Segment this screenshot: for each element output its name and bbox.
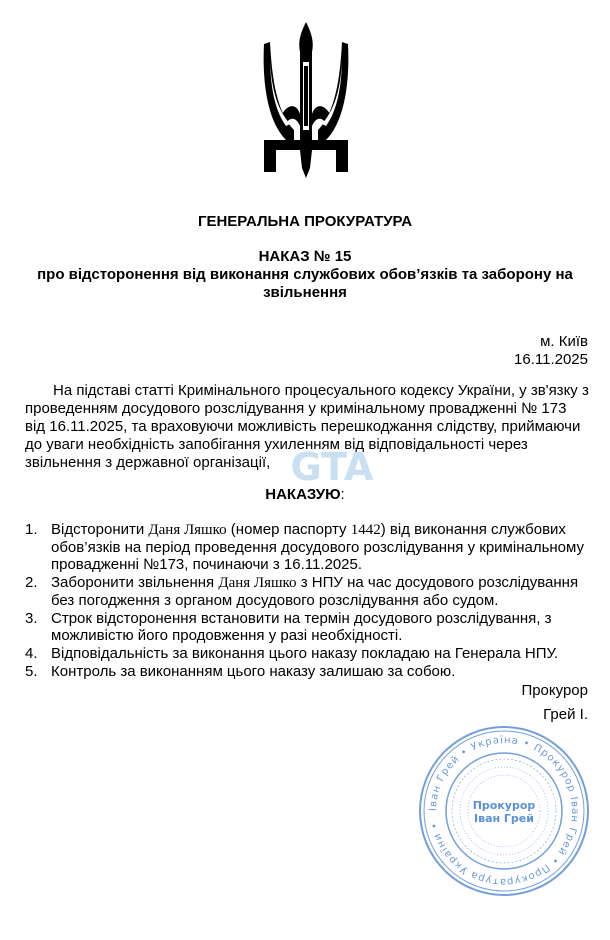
item-number: 5. [25,663,38,680]
item-number: 4. [25,645,38,662]
list-item [25,574,595,609]
coat-of-arms-trident-icon [255,22,357,182]
date: 16.11.2025 [514,351,588,368]
item-text-rest: ) від виконання службових обов’язків на період проведення досудового розслідування у кримінальному провадженні №173, починаючи з 16.11.2025. [51,521,584,573]
item-text-before: Заборонити звільнення [51,574,219,591]
item-text: Відповідальність за виконання цього наказу покладаю на Генерала НПУ. [51,645,559,662]
official-stamp-icon [418,725,590,897]
item-number: 2. [25,574,38,591]
item-number: 1. [25,521,38,538]
order-number: НАКАЗ № 15 [258,248,352,265]
watermark-text: GTA [290,445,374,489]
item-number: 3. [25,610,38,627]
passport-number: 1442 [350,522,381,538]
signature-title: Прокурор [521,682,588,699]
order-word-suffix: : [340,486,345,503]
stamp-ring-text: Іван Грей • Україна • Прокурор Іван Грей • Прокуратура України • [427,734,581,888]
list-item [25,663,595,680]
stamp-center-line2: Іван Грей [474,812,534,825]
person-name: Даня Ляшко [218,575,297,591]
item-text-after: (номер паспорту [226,521,351,538]
item-text-before: Відсторонити [51,521,149,538]
preamble-text: На підставі статті Кримінального процесуального кодексу України, у зв'язку з проведенням досудового розслідування у кримінальному провадженні № 173 від 16.11.2025, та враховуючи можливість перешкоджання слідству, приймаючи до уваги необхідність запобігання ухиленням від відповідальності через звільнення з державної організації, [25,382,589,471]
order-subject-line2: звільнення [263,284,347,301]
order-word-text: НАКАЗУЮ [265,486,341,503]
list-item [25,645,595,662]
organization-title: ГЕНЕРАЛЬНА ПРОКУРАТУРА [197,213,413,230]
stamp-center-line1: Прокурор [472,799,536,812]
list-item [25,521,595,573]
item-text: Строк відсторонення встановити на термін досудового розслідування, з можливістю його продовження у разі необхідності. [51,610,552,644]
item-text-after: з НПУ на час досудового розслідування без погодження з органом досудового розслідування або судом. [51,574,579,609]
list-item [25,610,595,644]
person-name: Даня Ляшко [148,522,227,538]
watermark-logo [268,440,396,490]
item-text: Контроль за виконанням цього наказу залишаю за собою. [51,663,456,680]
place: м. Київ [540,333,588,350]
order-items-list [25,521,595,681]
order-word [0,486,610,503]
signature-name: Грей І. [543,706,588,723]
order-subject-line1: про відсторонення від виконання службових обов’язків та заборону на [37,266,573,283]
